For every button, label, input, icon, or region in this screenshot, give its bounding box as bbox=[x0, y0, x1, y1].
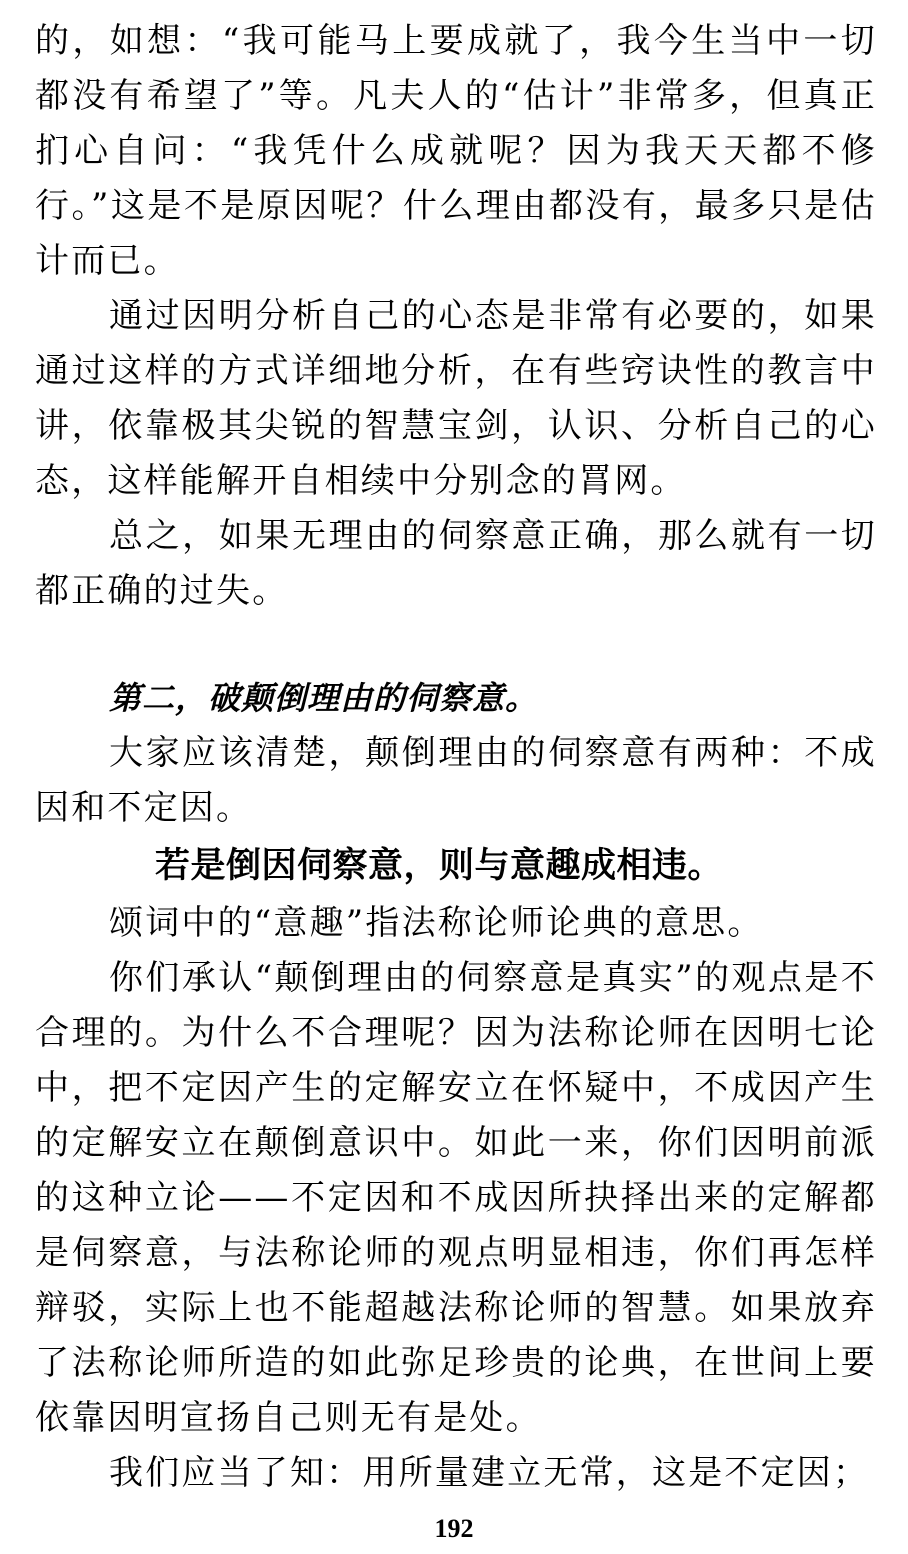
paragraph-conclusion: 总之，如果无理由的伺察意正确，那么就有一切都正确的过失。 bbox=[35, 516, 877, 611]
paragraph-intro: 大家应该清楚，颠倒理由的伺察意有两种：不成因和不定因。 bbox=[35, 733, 877, 828]
paragraph-continuation: 的，如想：“我可能马上要成就了，我今生当中一切都没有希望了”等。凡夫人的“估计”非常多，但真正扪心自问：“我凭什么成就呢？因为我天天都不修行。”这是不是原因呢？什么理由都没有，最多只是估计而已。 bbox=[35, 21, 877, 281]
paragraph-commentary: 你们承认“颠倒理由的伺察意是真实”的观点是不合理的。为什么不合理呢？因为法称论师在因明七论中，把不定因产生的定解安立在怀疑中，不成因产生的定解安立在颠倒意识中。如此一来，你们因明前派的这种立论——不定因和不成因所抉择出来的定解都是伺察意，与法称论师的观点明显相违，你们再怎样辩驳，实际上也不能超越法称论师的智慧。如果放弃了法称论师所造的如此弥足珍贵的论典，在世间上要依靠因明宣扬自己则无有是处。 bbox=[35, 958, 877, 1438]
section-spacer bbox=[35, 619, 877, 671]
section-heading: 第二，破颠倒理由的伺察意。 bbox=[109, 679, 539, 717]
paragraph-verse-gloss: 颂词中的“意趣”指法称论师论典的意思。 bbox=[109, 903, 764, 943]
paragraph-closing: 我们应当了知：用所量建立无常，这是不定因； bbox=[109, 1453, 870, 1493]
verse-line: 若是倒因伺察意，则与意趣成相违。 bbox=[155, 846, 724, 886]
page-number: 192 bbox=[434, 1514, 474, 1543]
paragraph-analysis: 通过因明分析自己的心态是非常有必要的，如果通过这样的方式详细地分析，在有些窍诀性的教言中讲，依靠极其尖锐的智慧宝剑，认识、分析自己的心态，这样能解开自相续中分别念的罥网。 bbox=[35, 296, 877, 501]
page-body bbox=[35, 14, 877, 1501]
